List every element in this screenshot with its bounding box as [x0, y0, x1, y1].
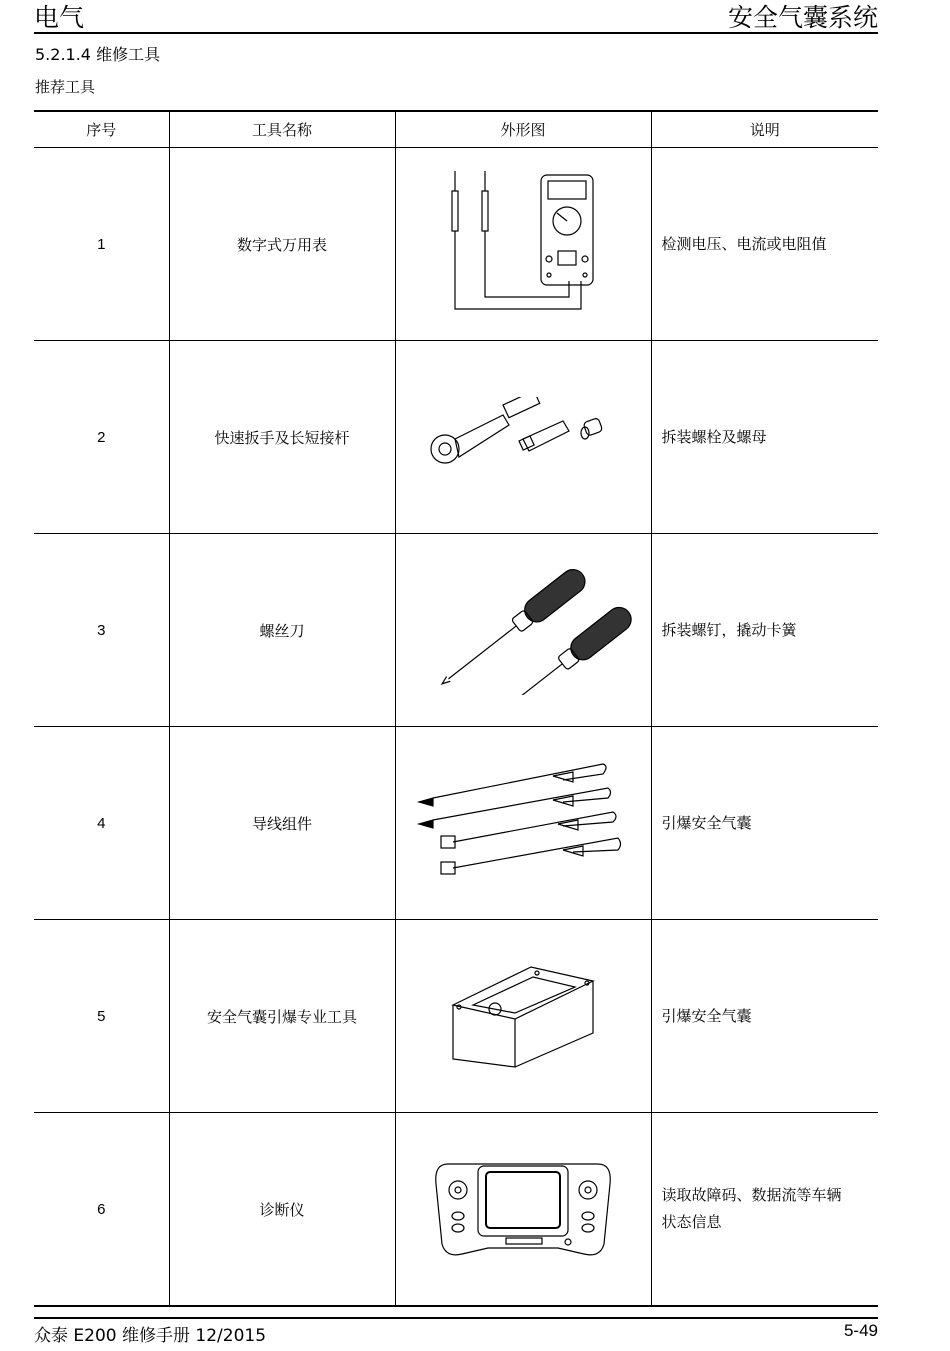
table-row	[34, 148, 878, 341]
test-leads-icon	[413, 758, 633, 888]
tool-description: 引爆安全气囊	[651, 727, 878, 920]
subsection-title: 推荐工具	[35, 78, 96, 96]
tool-name: 数字式万用表	[169, 148, 395, 341]
column-header-description: 说明	[651, 111, 878, 148]
manual-title-footer: 众泰 E200 维修手册 12/2015	[34, 1326, 267, 1346]
tool-name: 螺丝刀	[169, 534, 395, 727]
tool-description: 拆装螺栓及螺母	[651, 341, 878, 534]
diagnostic-scanner-icon	[428, 1154, 618, 1264]
column-header-number: 序号	[34, 111, 169, 148]
table-header-row	[34, 111, 878, 148]
ratchet-wrench-icon	[423, 397, 623, 477]
tool-description: 读取故障码、数据流等车辆 状态信息	[651, 1113, 878, 1307]
row-number: 2	[34, 341, 169, 534]
screwdriver-icon	[413, 565, 633, 695]
footer-rule	[34, 1317, 878, 1319]
table-row	[34, 534, 878, 727]
row-number: 1	[34, 148, 169, 341]
column-header-tool-name: 工具名称	[169, 111, 395, 148]
tool-description: 拆装螺钉，撬动卡簧	[651, 534, 878, 727]
tools-table	[34, 110, 878, 1307]
page-number: 5-49	[843, 1321, 878, 1340]
tool-description: 检测电压、电流或电阻值	[651, 148, 878, 341]
airbag-detonator-icon	[443, 961, 603, 1071]
section-title: 5.2.1.4 维修工具	[35, 45, 161, 64]
multimeter-icon	[433, 169, 613, 319]
row-number: 6	[34, 1113, 169, 1307]
table-row	[34, 727, 878, 920]
table-row	[34, 920, 878, 1113]
section-header-title: 安全气囊系统	[727, 3, 878, 32]
tool-description: 引爆安全气囊	[651, 920, 878, 1113]
tool-name: 快速扳手及长短接杆	[169, 341, 395, 534]
table-row	[34, 1113, 878, 1307]
header-rule	[34, 32, 878, 34]
table-row	[34, 341, 878, 534]
chapter-title: 电气	[34, 3, 85, 32]
row-number: 4	[34, 727, 169, 920]
tool-name: 诊断仪	[169, 1113, 395, 1307]
tool-name: 导线组件	[169, 727, 395, 920]
row-number: 5	[34, 920, 169, 1113]
tool-name: 安全气囊引爆专业工具	[169, 920, 395, 1113]
row-number: 3	[34, 534, 169, 727]
column-header-illustration: 外形图	[395, 111, 651, 148]
